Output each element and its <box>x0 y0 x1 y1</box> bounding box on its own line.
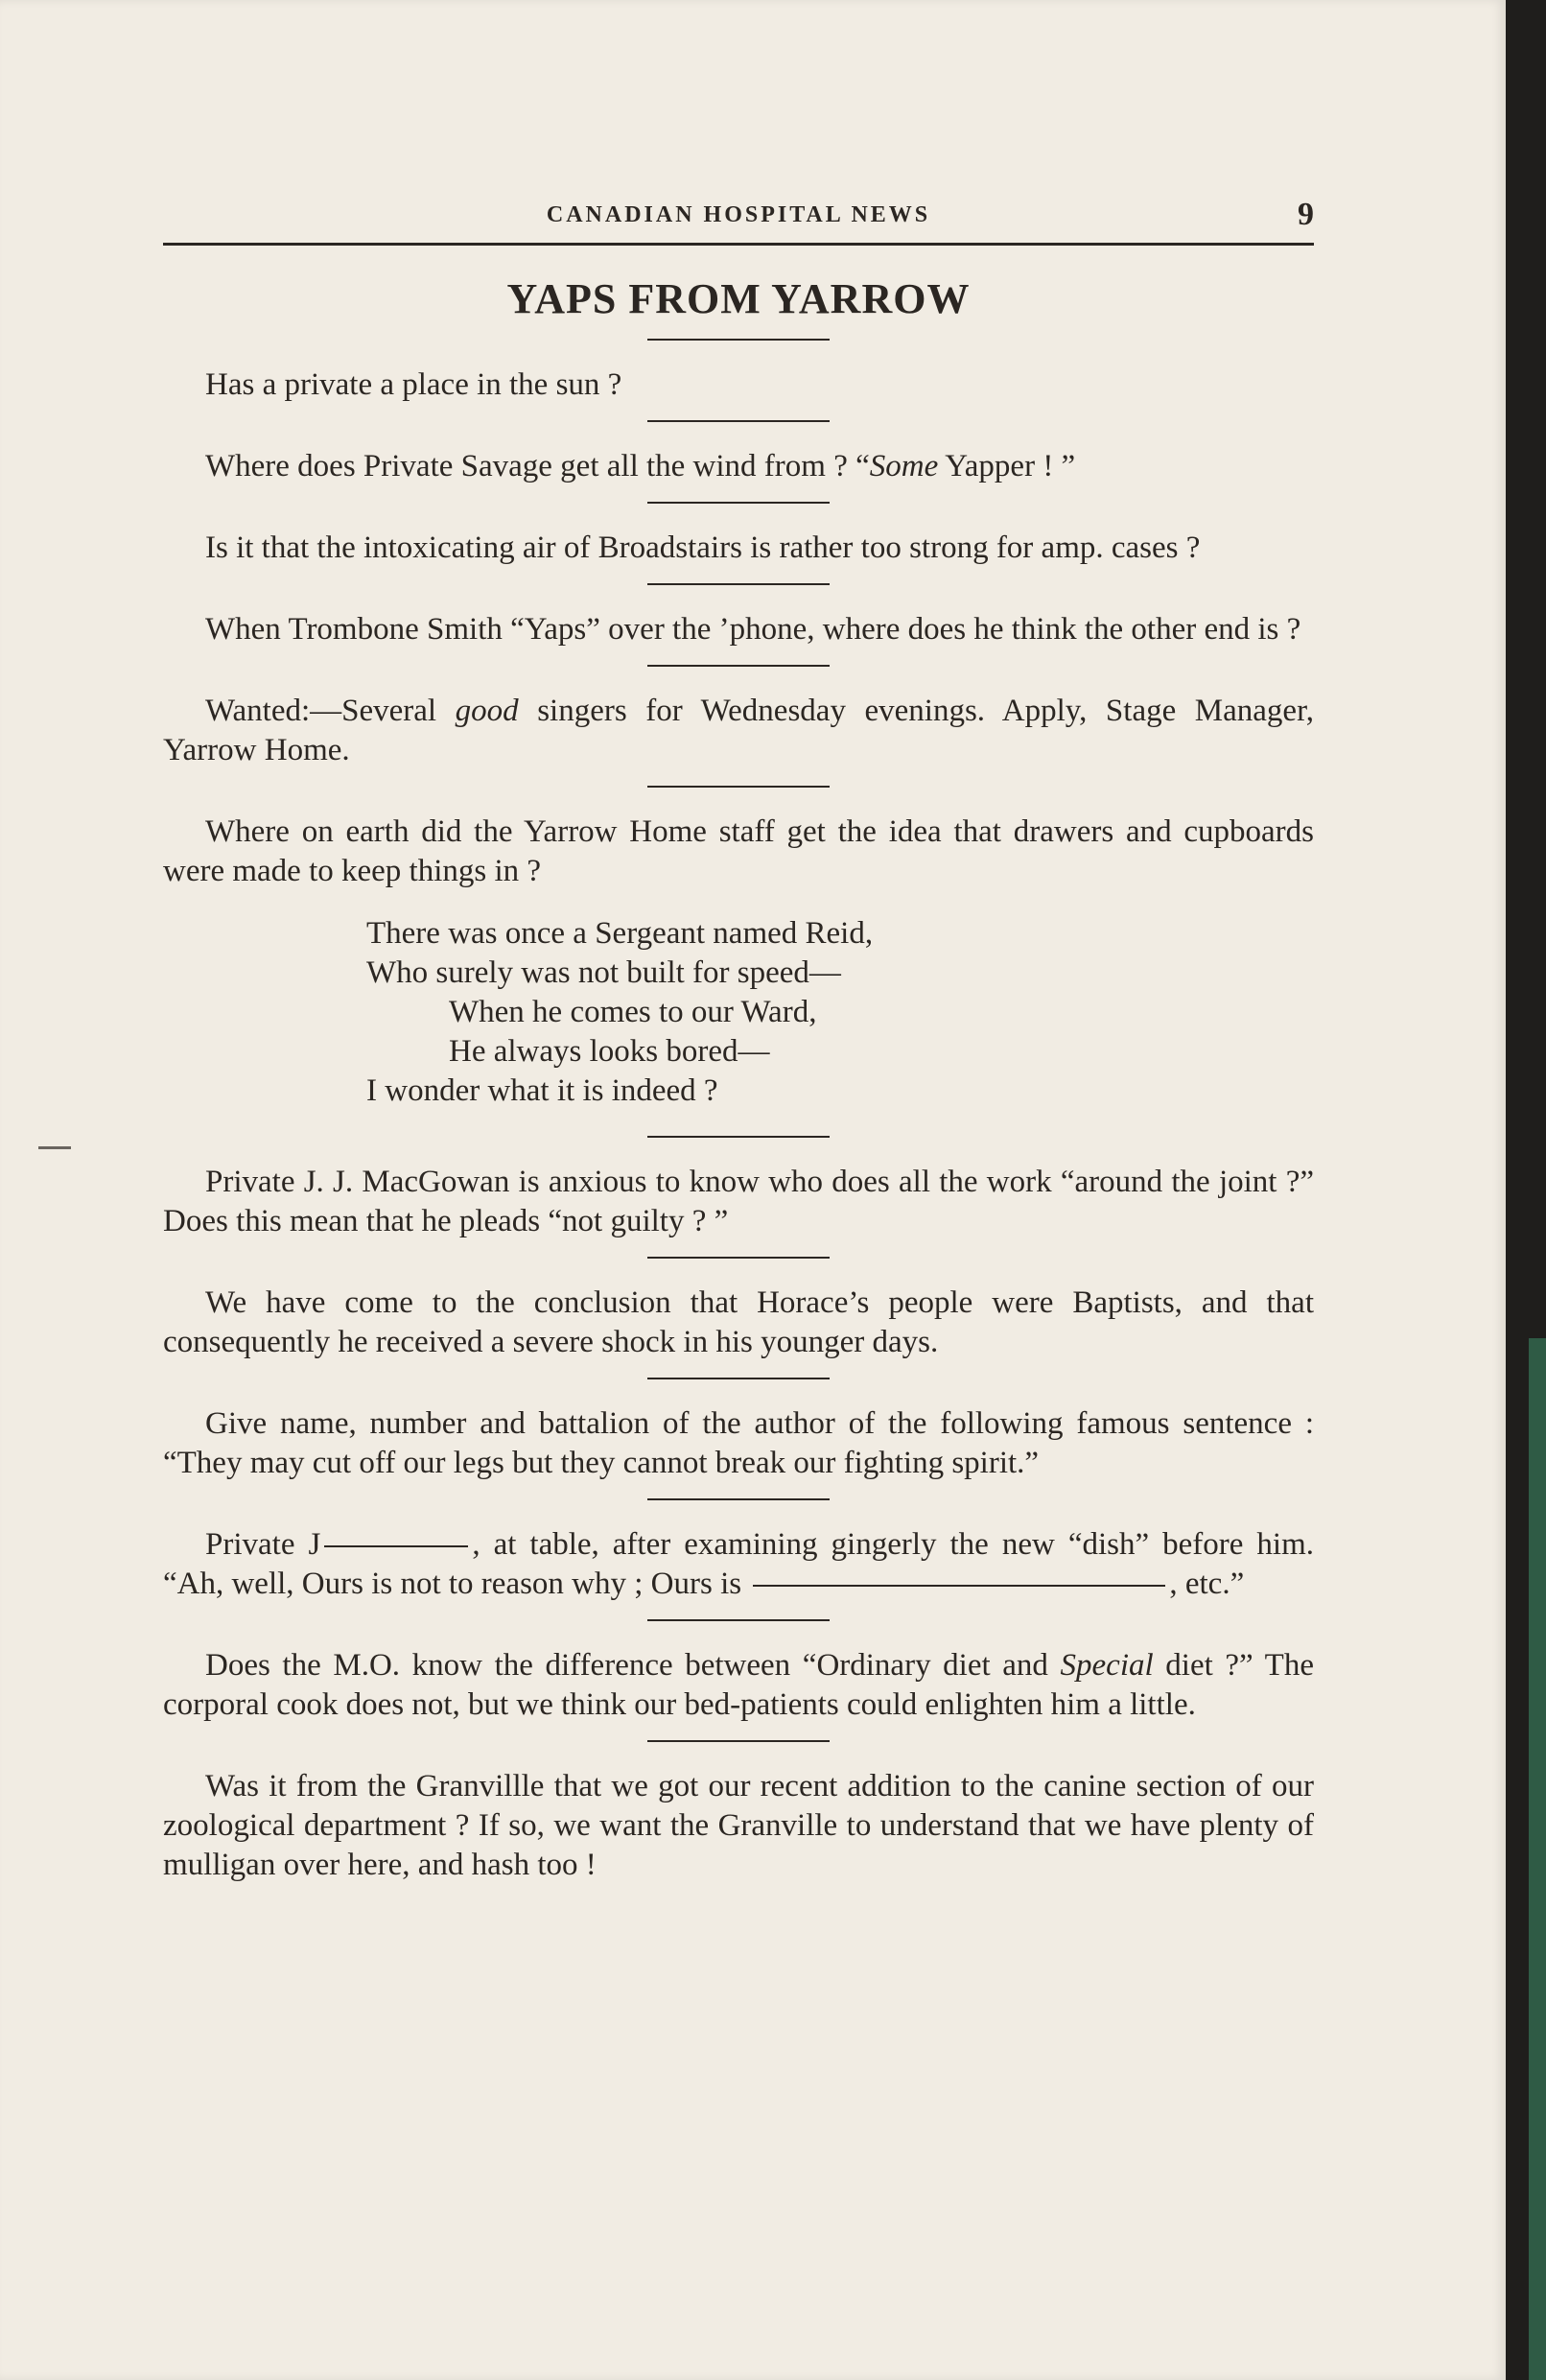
item-1: Has a private a place in the sun ? <box>205 367 622 402</box>
separator-rule <box>647 1257 830 1259</box>
separator-rule <box>647 583 830 585</box>
item-7: Private J. J. MacGowan is anxious to know who does all the work “around the joint ?” Does this mean that he pleads “not guilty ? ” <box>163 1165 1314 1238</box>
cover-edge <box>1529 1338 1546 2380</box>
separator-rule <box>647 420 830 422</box>
censored-blank <box>753 1585 1165 1587</box>
separator-rule <box>647 786 830 788</box>
limerick <box>366 914 1314 1111</box>
censored-blank <box>324 1545 468 1547</box>
item-11: Does the M.O. know the difference between “Ordinary diet and Special diet ?” The corporal cook does not, but we think our bed-patients could enlighten him a little. <box>163 1648 1314 1722</box>
separator-rule <box>647 1740 830 1742</box>
running-head <box>163 197 1314 246</box>
article-title: YAPS FROM YARROW <box>506 275 971 322</box>
poem-line: There was once a Sergeant named Reid, <box>366 916 874 951</box>
separator-rule <box>647 665 830 667</box>
separator-rule <box>647 1619 830 1621</box>
page-number: 9 <box>1298 197 1314 232</box>
separator-rule <box>647 1136 830 1138</box>
item-8: We have come to the conclusion that Horace’s people were Baptists, and that consequently he received a severe shock in his younger days. <box>163 1285 1314 1359</box>
running-title: CANADIAN HOSPITAL NEWS <box>546 202 931 227</box>
item-2: Where does Private Savage get all the wind from ? “Some Yapper ! ” <box>205 449 1076 483</box>
margin-mark <box>38 1146 71 1149</box>
item-4: When Trombone Smith “Yaps” over the ’phone, where does he think the other end is ? <box>205 612 1301 647</box>
separator-rule <box>647 502 830 504</box>
poem-line: Who surely was not built for speed— <box>366 955 841 990</box>
title-rule <box>647 339 830 341</box>
poem-line: When he comes to our Ward, <box>449 995 817 1029</box>
item-3: Is it that the intoxicating air of Broadstairs is rather too strong for amp. cases ? <box>205 530 1201 565</box>
poem-line: He always looks bored— <box>449 1034 770 1069</box>
separator-rule <box>647 1498 830 1500</box>
item-12: Was it from the Granvillle that we got our recent addition to the canine section of our zoological department ? If so, we want the Granville to understand that we have plenty of mulligan over here, and hash too ! <box>163 1769 1314 1882</box>
page-content <box>163 197 1314 1885</box>
separator-rule <box>647 1378 830 1379</box>
item-5: Wanted:—Several good singers for Wednesday evenings. Apply, Stage Manager, Yarrow Home. <box>163 694 1314 767</box>
item-9: Give name, number and battalion of the author of the following famous sentence : “They may cut off our legs but they cannot break our fighting spirit.” <box>163 1406 1314 1480</box>
item-6: Where on earth did the Yarrow Home staff get the idea that drawers and cupboards were made to keep things in ? <box>163 814 1314 888</box>
item-10: Private J , at table, after examining gingerly the new “dish” before him. “Ah, well, Ours is not to reason why ; Ours is , etc.” <box>163 1527 1314 1601</box>
poem-line: I wonder what it is indeed ? <box>366 1073 718 1108</box>
